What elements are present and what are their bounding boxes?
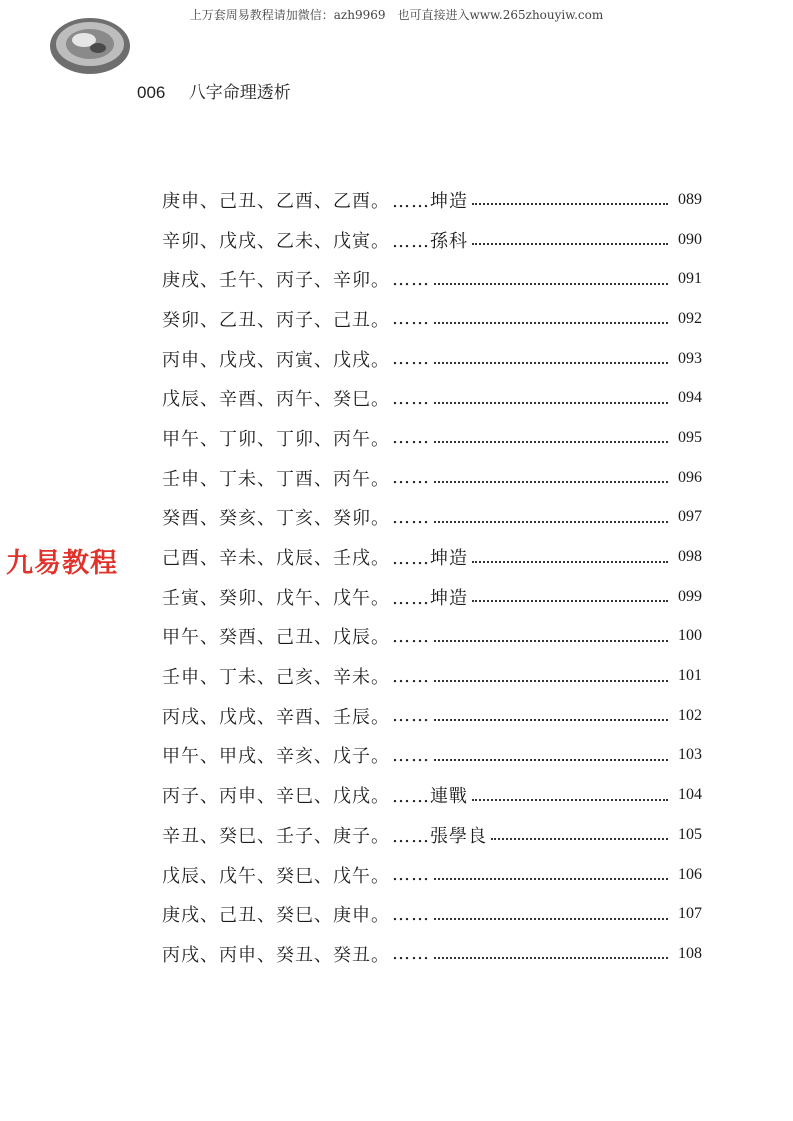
leader-dots bbox=[434, 917, 668, 920]
toc-entry bbox=[162, 934, 702, 974]
toc-entry-note: …… bbox=[392, 268, 430, 290]
toc-entry-pillars: 甲午、丁卯、丁卯、丙午。 bbox=[162, 428, 390, 450]
toc-entry-page: 101 bbox=[678, 667, 702, 685]
toc-entry-page: 091 bbox=[678, 270, 702, 288]
leader-dots bbox=[434, 679, 668, 682]
toc-entry-page: 099 bbox=[678, 587, 702, 605]
leader-dots bbox=[434, 520, 668, 523]
toc-entry-pillars: 辛丑、癸巳、壬子、庚子。 bbox=[162, 825, 390, 847]
toc-entry-pillars: 丙申、戊戌、丙寅、戊戌。 bbox=[162, 349, 390, 371]
leader-dots bbox=[434, 321, 668, 324]
toc-entry-pillars: 癸卯、乙丑、丙子、己丑。 bbox=[162, 309, 390, 331]
leader-dots bbox=[434, 877, 668, 880]
toc-entry-pillars: 丙子、丙申、辛巳、戊戌。 bbox=[162, 786, 390, 808]
toc-entry bbox=[162, 339, 702, 379]
toc-entry bbox=[162, 617, 702, 657]
leader-dots bbox=[434, 639, 668, 642]
toc-entry-pillars: 甲午、甲戌、辛亥、戊子。 bbox=[162, 746, 390, 768]
toc-entry-pillars: 甲午、癸酉、己丑、戊辰。 bbox=[162, 627, 390, 649]
toc-entry bbox=[162, 537, 702, 577]
toc-entry-note: ……孫科 bbox=[392, 230, 468, 252]
page-number: 006 bbox=[137, 83, 166, 102]
toc-entry-page: 092 bbox=[678, 309, 702, 327]
leader-dots bbox=[472, 599, 668, 602]
toc-entry bbox=[162, 458, 702, 498]
toc-entry-pillars: 庚戌、己丑、癸巳、庚申。 bbox=[162, 905, 390, 927]
toc-entry-page: 103 bbox=[678, 746, 702, 764]
toc-entry bbox=[162, 220, 702, 260]
watermark-stamp: 九易教程 bbox=[6, 548, 118, 579]
toc-entry-pillars: 壬寅、癸卯、戊午、戊午。 bbox=[162, 587, 390, 609]
leader-dots bbox=[434, 401, 668, 404]
toc-entry-page: 107 bbox=[678, 905, 702, 923]
toc-entry-note: ……張學良 bbox=[392, 825, 487, 847]
toc-entry-note: ……坤造 bbox=[392, 548, 468, 570]
toc-entry-pillars: 庚申、己丑、乙酉、乙酉。 bbox=[162, 190, 390, 212]
toc-entry-page: 094 bbox=[678, 389, 702, 407]
toc-entry-note: …… bbox=[392, 506, 430, 528]
toc-entry-page: 105 bbox=[678, 825, 702, 843]
leader-dots bbox=[434, 440, 668, 443]
toc-entry-page: 097 bbox=[678, 508, 702, 526]
leader-dots bbox=[434, 956, 668, 959]
toc-entry-note: …… bbox=[392, 744, 430, 766]
leader-dots bbox=[434, 361, 668, 364]
toc-entry-page: 100 bbox=[678, 627, 702, 645]
toc-entry-note: …… bbox=[392, 705, 430, 727]
page-header bbox=[137, 78, 291, 103]
toc-entry bbox=[162, 418, 702, 458]
toc-entry-note: …… bbox=[392, 467, 430, 489]
toc-entry-page: 104 bbox=[678, 786, 702, 804]
toc-entry-note: ……坤造 bbox=[392, 587, 468, 609]
toc-entry-page: 098 bbox=[678, 548, 702, 566]
leader-dots bbox=[434, 282, 668, 285]
toc-entry-note: ……連戰 bbox=[392, 786, 468, 808]
toc-entry-note: …… bbox=[392, 348, 430, 370]
toc-entry-note: …… bbox=[392, 308, 430, 330]
toc-entry-note: …… bbox=[392, 427, 430, 449]
toc-entry-note: …… bbox=[392, 387, 430, 409]
toc-entry-page: 093 bbox=[678, 349, 702, 367]
toc-entry-note: …… bbox=[392, 864, 430, 886]
toc-entry-pillars: 庚戌、壬午、丙子、辛卯。 bbox=[162, 270, 390, 292]
toc-entry-pillars: 丙戌、丙申、癸丑、癸丑。 bbox=[162, 944, 390, 966]
toc-entry bbox=[162, 775, 702, 815]
toc-entry-note: …… bbox=[392, 903, 430, 925]
toc-entry-note: ……坤造 bbox=[392, 190, 468, 212]
toc-entry bbox=[162, 656, 702, 696]
leader-dots bbox=[472, 242, 668, 245]
toc-entry-pillars: 戊辰、戊午、癸巳、戊午。 bbox=[162, 865, 390, 887]
toc-entry bbox=[162, 299, 702, 339]
toc-entry-pillars: 戊辰、辛酉、丙午、癸巳。 bbox=[162, 389, 390, 411]
leader-dots bbox=[472, 202, 668, 205]
top-banner: 上万套周易教程请加微信：azh9969 也可直接进入www.265zhouyiw.com bbox=[189, 8, 604, 22]
toc-entry bbox=[162, 736, 702, 776]
toc-entry bbox=[162, 498, 702, 538]
book-title: 八字命理透析 bbox=[188, 83, 291, 103]
toc-entry-pillars: 壬申、丁未、丁酉、丙午。 bbox=[162, 468, 390, 490]
toc-entry-pillars: 己酉、辛未、戊辰、壬戌。 bbox=[162, 548, 390, 570]
toc-entry-page: 106 bbox=[678, 865, 702, 883]
table-of-contents bbox=[162, 180, 702, 974]
toc-entry-note: …… bbox=[392, 943, 430, 965]
toc-entry-note: …… bbox=[392, 665, 430, 687]
toc-entry-note: …… bbox=[392, 625, 430, 647]
toc-entry-pillars: 丙戌、戊戌、辛酉、壬辰。 bbox=[162, 706, 390, 728]
leader-dots bbox=[491, 837, 668, 840]
toc-entry bbox=[162, 815, 702, 855]
toc-entry bbox=[162, 855, 702, 895]
toc-entry-page: 108 bbox=[678, 944, 702, 962]
leader-dots bbox=[472, 798, 668, 801]
toc-entry bbox=[162, 577, 702, 617]
leader-dots bbox=[434, 758, 668, 761]
toc-entry-page: 089 bbox=[678, 190, 702, 208]
toc-entry-page: 090 bbox=[678, 230, 702, 248]
toc-entry-pillars: 癸酉、癸亥、丁亥、癸卯。 bbox=[162, 508, 390, 530]
toc-entry bbox=[162, 378, 702, 418]
toc-entry-pillars: 壬申、丁未、己亥、辛未。 bbox=[162, 667, 390, 689]
toc-entry-page: 102 bbox=[678, 706, 702, 724]
toc-entry bbox=[162, 894, 702, 934]
toc-entry-page: 095 bbox=[678, 428, 702, 446]
book-logo-image bbox=[46, 14, 134, 78]
leader-dots bbox=[472, 560, 668, 563]
leader-dots bbox=[434, 480, 668, 483]
toc-entry bbox=[162, 696, 702, 736]
toc-entry-pillars: 辛卯、戊戌、乙未、戊寅。 bbox=[162, 230, 390, 252]
toc-entry bbox=[162, 180, 702, 220]
toc-entry bbox=[162, 259, 702, 299]
leader-dots bbox=[434, 718, 668, 721]
toc-entry-page: 096 bbox=[678, 468, 702, 486]
